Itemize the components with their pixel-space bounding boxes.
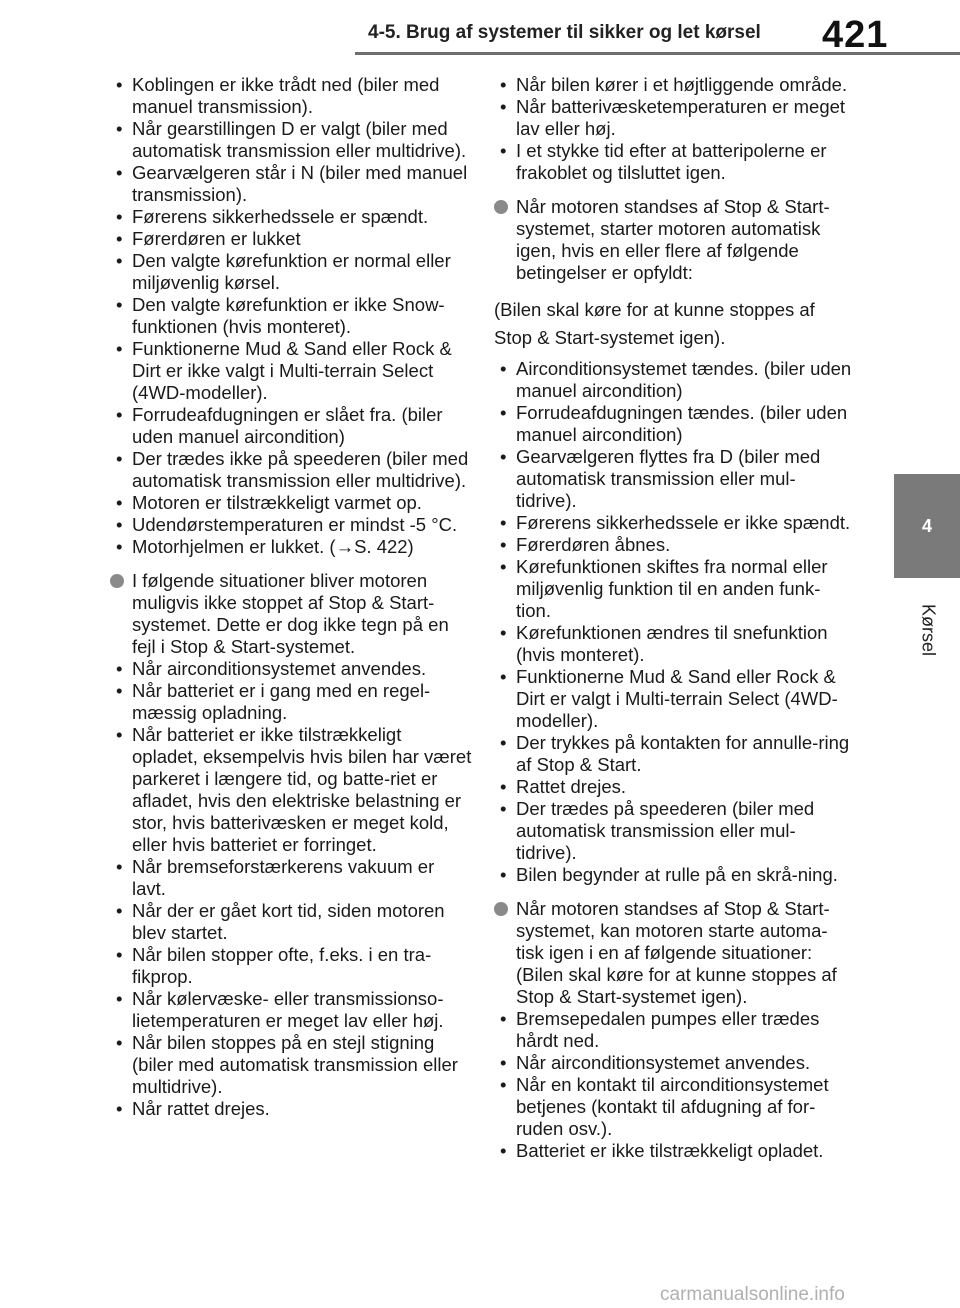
note-text: (Bilen skal køre for at kunne stoppes af Stop & Start-systemet igen). xyxy=(494,299,815,348)
list-item: • Når airconditionsystemet anvendes. xyxy=(110,658,472,680)
list-item: • Batteriet er ikke tilstrækkeligt opladet. xyxy=(494,1140,854,1162)
list-item: • Når bilen stoppes på en stejl stigning (biler med automatisk transmission eller multidrive). xyxy=(110,1032,472,1098)
circle-bullet-icon xyxy=(110,574,124,588)
list-item: • Udendørstemperaturen er mindst -5 °C. xyxy=(110,514,472,536)
list-item: • Førerdøren åbnes. xyxy=(494,534,854,556)
chapter-label: Kørsel xyxy=(918,603,939,656)
list-item: • Kørefunktionen skiftes fra normal eller miljøvenlig funktion til en anden funk-tion. xyxy=(494,556,854,622)
list-item: • Forrudeafdugningen tændes. (biler uden manuel aircondition) xyxy=(494,402,854,446)
list-item: • Når der er gået kort tid, siden motoren blev startet. xyxy=(110,900,472,944)
list-item: • Når gearstillingen D er valgt (biler med automatisk transmission eller multidrive). xyxy=(110,118,472,162)
chapter-tab xyxy=(894,474,960,578)
left-list-1 xyxy=(110,74,472,558)
circle-bullet-icon xyxy=(494,902,508,916)
list-item: • Når kølervæske- eller transmissionso-lietemperaturen er meget lav eller høj. xyxy=(110,988,472,1032)
list-item: • Airconditionsystemet tændes. (biler uden manuel aircondition) xyxy=(494,358,854,402)
watermark: carmanualsonline.info xyxy=(660,1284,845,1305)
circle-bullet-icon xyxy=(494,200,508,214)
list-item: • I et stykke tid efter at batteripolerne er frakoblet og tilsluttet igen. xyxy=(494,140,854,184)
list-item: • Når bilen kører i et højtliggende område. xyxy=(494,74,854,96)
list-item: • Der trædes ikke på speederen (biler med automatisk transmission eller multidrive). xyxy=(110,448,472,492)
list-item: • Den valgte kørefunktion er ikke Snow-funktionen (hvis monteret). xyxy=(110,294,472,338)
right-list-3 xyxy=(494,1008,854,1162)
list-item: • Motoren er tilstrækkeligt varmet op. xyxy=(110,492,472,514)
section-title: 4-5. Brug af systemer til sikker og let kørsel xyxy=(368,22,761,43)
list-item: • Den valgte kørefunktion er normal eller miljøvenlig kørsel. xyxy=(110,250,472,294)
list-item: • Førerens sikkerhedssele er ikke spændt. xyxy=(494,512,854,534)
left-list-2 xyxy=(110,658,472,1120)
chapter-number: 4 xyxy=(921,515,932,536)
list-item: • Forrudeafdugningen er slået fra. (biler uden manuel aircondition) xyxy=(110,404,472,448)
list-item: • Bilen begynder at rulle på en skrå-ning. xyxy=(494,864,854,886)
list-item: • Når bremseforstærkerens vakuum er lavt. xyxy=(110,856,472,900)
page-number: 421 xyxy=(822,14,889,56)
list-item: • Når batteriet er i gang med en regel-mæssig opladning. xyxy=(110,680,472,724)
info-paragraph xyxy=(494,898,854,1008)
list-item: • Når batteriet er ikke tilstrækkeligt opladet, eksempelvis hvis bilen har været parkeret i længere tid, og batte-riet er afladet, hvis den elektriske belastning er stor, hvis batterivæsken er meget kold, eller hvis batteriet er forringet. xyxy=(110,724,472,856)
list-item: • Gearvælgeren flyttes fra D (biler med automatisk transmission eller mul-tidrive). xyxy=(494,446,854,512)
paragraph-text: Når motoren standses af Stop & Start-systemet, kan motoren starte automa-tisk igen i en af følgende situationer: (Bilen skal køre for at kunne stoppes af Stop & Start-systemet igen). xyxy=(516,898,837,1007)
list-item: • Når rattet drejes. xyxy=(110,1098,472,1120)
list-item: • Motorhjelmen er lukket. (→S. 422) xyxy=(110,536,472,558)
right-column xyxy=(494,74,854,1162)
list-item: • Førerdøren er lukket xyxy=(110,228,472,250)
list-item: • Når airconditionsystemet anvendes. xyxy=(494,1052,854,1074)
info-paragraph xyxy=(494,196,854,284)
list-item: • Når batterivæsketemperaturen er meget lav eller høj. xyxy=(494,96,854,140)
list-item: • Gearvælgeren står i N (biler med manuel transmission). xyxy=(110,162,472,206)
left-column xyxy=(110,74,472,1120)
list-item: • Når en kontakt til airconditionsystemet betjenes (kontakt til afdugning af for-ruden osv.). xyxy=(494,1074,854,1140)
list-item: • Kørefunktionen ændres til snefunktion (hvis monteret). xyxy=(494,622,854,666)
info-paragraph xyxy=(110,570,472,658)
right-list-2 xyxy=(494,358,854,886)
list-item: • Bremsepedalen pumpes eller trædes hårdt ned. xyxy=(494,1008,854,1052)
right-list-1 xyxy=(494,74,854,184)
list-item: • Når bilen stopper ofte, f.eks. i en tra-fikprop. xyxy=(110,944,472,988)
list-item: • Koblingen er ikke trådt ned (biler med manuel transmission). xyxy=(110,74,472,118)
paragraph-text: I følgende situationer bliver motoren muligvis ikke stoppet af Stop & Start-systemet. Dette er dog ikke tegn på en fejl i Stop & Start-systemet. xyxy=(132,570,449,657)
list-item: • Førerens sikkerhedssele er spændt. xyxy=(110,206,472,228)
list-item: • Der trykkes på kontakten for annulle-ring af Stop & Start. xyxy=(494,732,854,776)
list-item: • Funktionerne Mud & Sand eller Rock & Dirt er ikke valgt i Multi-terrain Select (4WD-modeller). xyxy=(110,338,472,404)
list-item: • Der trædes på speederen (biler med automatisk transmission eller mul-tidrive). xyxy=(494,798,854,864)
list-item: • Rattet drejes. xyxy=(494,776,854,798)
paragraph-text: Når motoren standses af Stop & Start-systemet, starter motoren automatisk igen, hvis en eller flere af følgende betingelser er opfyldt: xyxy=(516,196,830,283)
list-item: • Funktionerne Mud & Sand eller Rock & Dirt er valgt i Multi-terrain Select (4WD-modeller). xyxy=(494,666,854,732)
